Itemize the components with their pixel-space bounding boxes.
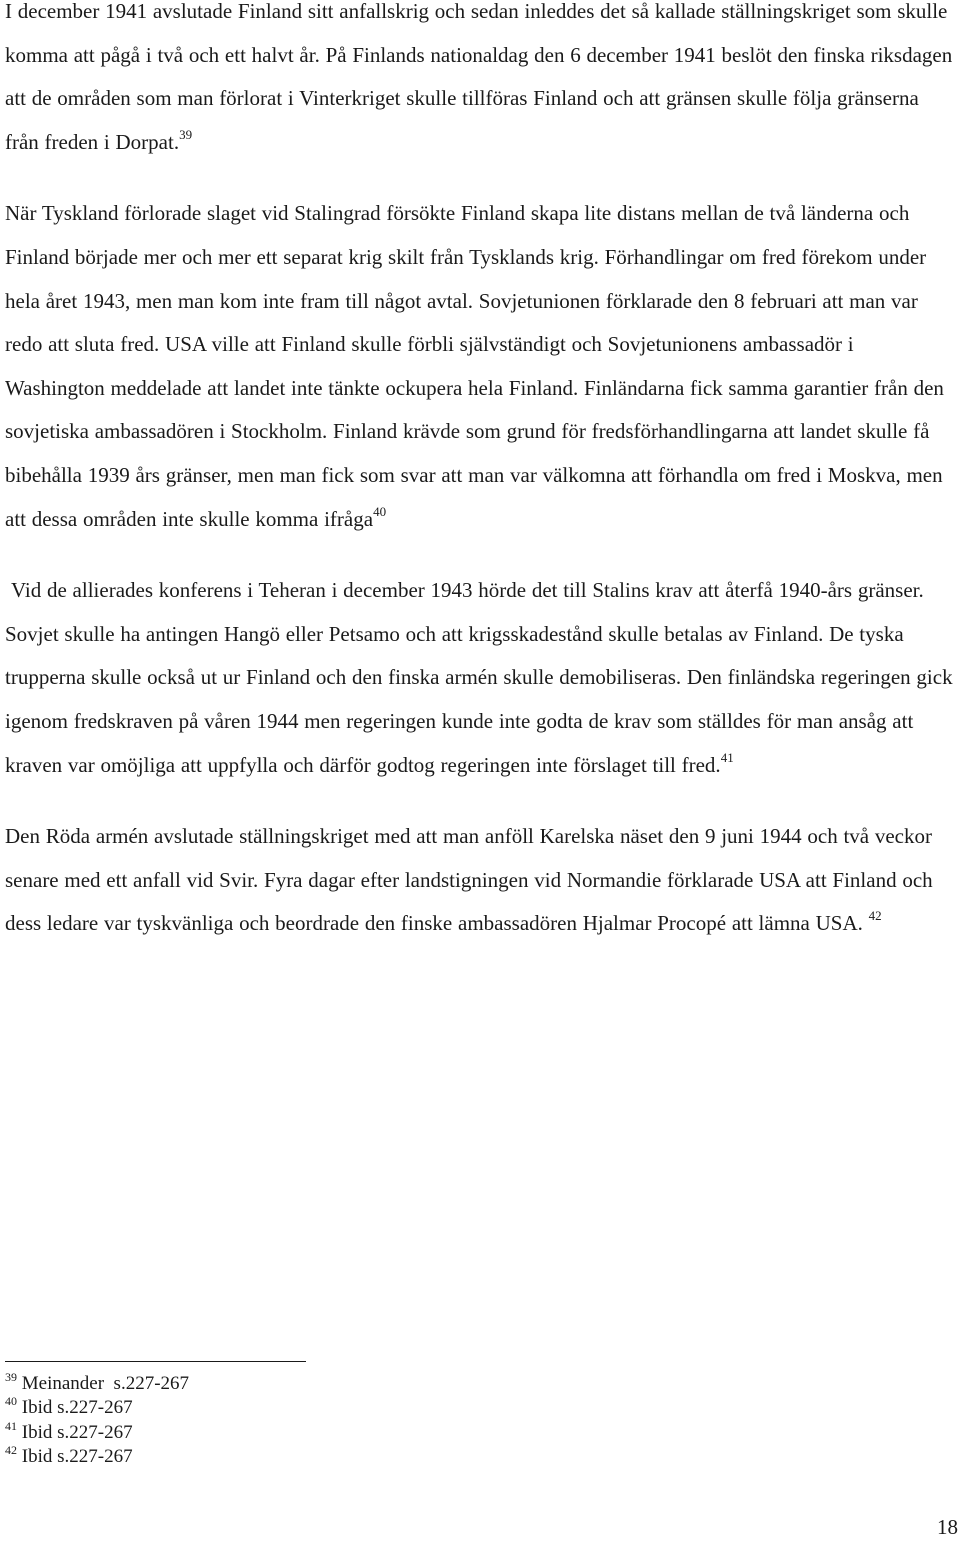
footnote-ref-40[interactable]: 40 bbox=[373, 503, 387, 519]
document-body bbox=[5, 0, 957, 946]
paragraph-3-text: Vid de allierades konferens i Teheran i december 1943 hörde det till Stalins krav att återfå 1940-års gränser. Sovjet skulle ha antingen Hangö eller Petsamo och att krigsskadestånd skulle betalas av Finland. De tyska trupperna skulle också ut ur Finland och den finska armén skulle demobiliseras. Den finländska regeringen gick igenom fredskraven på våren 1944 men regeringen kunde inte godta de krav som ställdes för man ansåg att kraven var omöjliga att uppfylla och därför godtog regeringen inte förslaget till fred. bbox=[5, 578, 953, 777]
footnote-ref-41[interactable]: 41 bbox=[720, 749, 734, 765]
paragraph-2 bbox=[5, 192, 957, 541]
footnote-list bbox=[5, 1372, 605, 1469]
footnote-40 bbox=[5, 1396, 605, 1420]
paragraph-4-text: Den Röda armén avslutade ställningskriget med att man anföll Karelska näset den 9 juni 1944 och två veckor senare med ett anfall vid Svir. Fyra dagar efter landstigningen vid Normandie förklarade USA att Finland och dess ledare var tyskvänliga och beordrade den finske ambassadören Hjalmar Procopé att lämna USA. bbox=[5, 824, 933, 936]
footnote-text: Ibid s.227-267 bbox=[21, 1445, 133, 1467]
footnote-ref-39[interactable]: 39 bbox=[179, 126, 193, 142]
footnote-ref-42[interactable]: 42 bbox=[868, 908, 882, 924]
page-number: 18 bbox=[937, 1515, 958, 1539]
footnote-39 bbox=[5, 1372, 605, 1396]
footnote-separator bbox=[5, 1361, 306, 1362]
paragraph-2-text: När Tyskland förlorade slaget vid Stalingrad försökte Finland skapa lite distans mellan de två länderna och Finland började mer och mer ett separat krig skilt från Tysklands krig. Förhandlingar om fred förekom under hela året 1943, men man kom inte fram till något avtal. Sovjetunionen förklarade den 8 februari att man var redo att sluta fred. USA ville att Finland skulle förbli självständigt och Sovjetunionens ambassadör i Washington meddelade att landet inte tänkte ockupera hela Finland. Finländarna fick samma garantier från den sovjetiska ambassadören i Stockholm. Finland krävde som grund för fredsförhandlingarna att landet skulle få bibehålla 1939 års gränser, men man fick som svar att man var välkomna att förhandla om fred i Moskva, men att dessa områden inte skulle komma ifråga bbox=[5, 201, 944, 531]
footnote-number: 40 bbox=[5, 1394, 17, 1409]
paragraph-1 bbox=[5, 0, 957, 164]
footnote-number: 42 bbox=[5, 1442, 17, 1457]
footnote-42 bbox=[5, 1442, 605, 1469]
footnote-number: 41 bbox=[5, 1418, 17, 1433]
paragraph-3 bbox=[5, 569, 957, 787]
footnote-text: Meinander s.227-267 bbox=[21, 1373, 190, 1394]
paragraph-1-text: I december 1941 avslutade Finland sitt anfallskrig och sedan inleddes det så kallade ställningskriget som skulle komma att pågå i två och ett halvt år. På Finlands nationaldag den 6 december 1941 beslöt den finska riksdagen att de områden som man förlorat i Vinterkriget skulle tillföras Finland och att gränsen skulle följa gränserna från freden i Dorpat. bbox=[5, 0, 953, 154]
footnote-text: Ibid s.227-267 bbox=[21, 1397, 133, 1419]
footnote-text: Ibid s.227-267 bbox=[21, 1421, 133, 1443]
paragraph-4 bbox=[5, 815, 957, 946]
footnote-41 bbox=[5, 1418, 605, 1445]
footnote-number: 39 bbox=[5, 1370, 17, 1384]
